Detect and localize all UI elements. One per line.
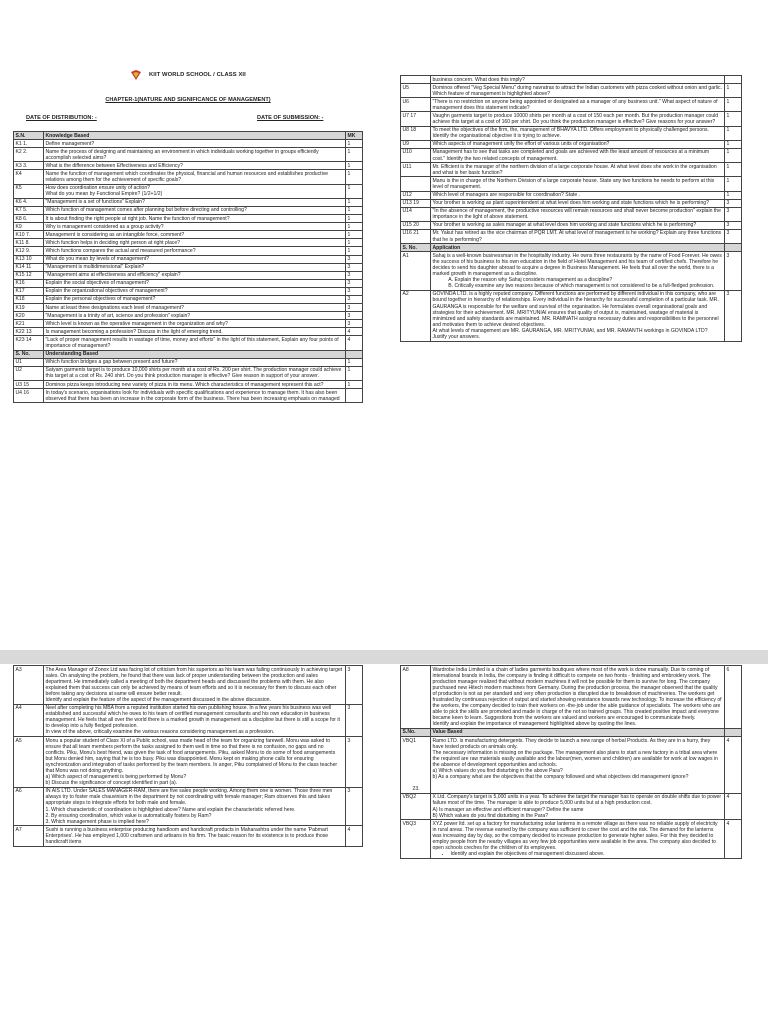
question-number: A6 (14, 787, 44, 826)
question-text: Which function of management comes after planning but before directing and controlling? (44, 206, 346, 214)
question-text: IN AIS LTD. Under SALES MANAGER-RAM, there are five sales people working. Among them one is women. Those three men always try to foster male chauvinism in the department by not coordinating with female manager; Ram observes this and takes appropriate steps to integrate efforts for both male and female. 1. Which characteristic of coordination is highlighted above? Name and explain the characteristic referred here. 2. By ensuring coordination, which value is automatically fosters by Ram? 3. Which management phase is implied here? (44, 787, 346, 826)
question-text: What do you mean by levels of management? (44, 255, 346, 263)
question-text: Wardrobe India Limited is a chain of ladies garments boutiques where most of the work is done manually. Due to coming of international brands in India, the company is finding it difficult to compete on two fronts - finishing and embroidery work. The production manager realized that without modern machines it will not be possible for them to survive for long. The company purchased new Hitech modern machines from Germany. During the production process, the manager observed that the quality of production is not as per standard and very often production is disrupted due to breakdown of machineries. The workers get frustrated by continuous rejection of output and started showing resistance towards new technology. To increase the efficiency of the workers, the company decided to train their workers on -the-job under the able guidance of specialists. The workers who are able to pick the skills are promoted and made in charge of the not so trained groups. This created positive impact and everyone became keen to learn. Suggestions from the workers are valued and workers are encouraged to communicate freely. Identify and explain the importance of management highlighted above by quoting the lines. (431, 666, 725, 729)
question-text: It is about finding the right people at right job. Name the function of management? (44, 215, 346, 223)
question-text: business concern. What does this imply? (431, 76, 725, 84)
question-number: K19 (14, 304, 44, 312)
table-row (14, 704, 363, 736)
question-number: K11 8. (14, 239, 44, 247)
table-row (14, 247, 363, 255)
question-text: "Management is a set of functions" Explain? (44, 198, 346, 206)
value-based-table (400, 665, 742, 859)
question-text: Name the function of management which coordinates the physical, financial and human resources and establishes productive relations among them for the achievement of specific goals? (44, 170, 346, 184)
question-marks: 1 (346, 231, 363, 239)
left-question-column (13, 131, 363, 403)
question-marks: 1 (725, 98, 742, 112)
question-number: U4 16 (14, 389, 44, 403)
question-number (401, 177, 431, 191)
question-text: What is the difference between Effectiveness and Efficiency? (44, 162, 346, 170)
question-marks: 3 (346, 320, 363, 328)
question-number (401, 76, 431, 84)
table-row: VBQ1 23. Ramo LTD. is manufacturing detergents. They decide to launch a new range of herbal Products. As they are in a hurry, they have tested products on animals only. The necessary information is missing on the package. The management also plans to start a new factory in a tribal area where the required are raw materials easily available and the labour(men, women and children) are available for work at low wages in the absence of development opportunities and schools. a) Which values do you find disturbing in the above Para? b) As a company what are the objectives that the company followed and what objectives did management ignore? 4 (401, 737, 742, 794)
sub-question-list (433, 277, 723, 289)
question-marks: 1 (346, 223, 363, 231)
sub-question-list (433, 851, 723, 857)
question-marks: 3 (346, 279, 363, 287)
question-text: "Management aims at effectiveness and efficiency" explain? (44, 271, 346, 279)
question-number: K5 (14, 184, 44, 198)
document-header (13, 68, 363, 138)
page-separator (0, 650, 768, 664)
question-number: U5 (401, 84, 431, 98)
table-row (14, 666, 363, 705)
question-number: U3 15 (14, 381, 44, 389)
table-row: A2 GOVINDA LTD. is a highly reputed company. Different functions are performed by different individual in this company, who are bound together in hierarchy of relationships. Every individual in the hierarchy for successful completion of a particular task. MR. GAURANGA is responsible for the welfare and survival of the organisation. He formulates overall organisational goals and strategies for their achievement. MR. MRITYUNIAI ensures that quality of output is, maintained, wastage of material is minimized and safety standards are maintained. MR. RAMNATH assigns necessary duties and responsibilities to the personnel and motivates them to achieve desired objectives. At what levels of management are MR. GAURANGA, MR. MRITYUNIAI, and MR. RAMANTH workings in GOVINDA LTD? Justify your answers. 3 (401, 290, 742, 341)
question-number: K6 4. (14, 198, 44, 206)
application-table-continued (13, 665, 363, 847)
question-text: GOVINDA LTD. is a highly reputed company. Different functions are performed by different individual in this company, who are bound together in hierarchy of relationships. Every individual in the hierarchy for successful completion of a particular task. MR. GAURANGA is responsible for the welfare and survival of the organisation. He formulates overall organisational goals and strategies for their achievement. MR. MRITYUNIAI ensures that quality of output is, maintained, wastage of material is minimized and safety standards are maintained. MR. RAMNATH assigns necessary duties and responsibilities to the personnel and motivates them to achieve desired objectives. At what levels of management are MR. GAURANGA, MR. MRITYUNIAI, and MR. RAMANTH workings in GOVINDA LTD? Justify your answers. (431, 290, 725, 341)
question-text: "Lack of proper management results in wastage of time, money and efforts" in the light of this statement, Explain any four points of importance of management? (44, 336, 346, 350)
question-marks: 1 (346, 206, 363, 214)
question-text: Name the process of designing and maintaining an environment in which individuals working together in groups efficiently accomplish selected aims? (44, 148, 346, 162)
question-number: K21 (14, 320, 44, 328)
question-marks: 1 (346, 170, 363, 184)
table-row (14, 389, 363, 403)
table-row (14, 148, 363, 162)
question-text: To meet the objectives of the firm, the, management of BHAVYA LTD. Offers employment to physically challenged persons. Identify the organisational objective it is trying to achieve. (431, 126, 725, 140)
table-row (14, 366, 363, 380)
question-text: Monu a popular student of Class XI of a Public school, was made head of the team for organizing farewell. Monu was asked to ensure that all team members perform the tasks assigned to them well in time so that there is no confusion, no gaps and no conflicts. Piku, Monu's best friend, was given the task of food arrangements. Piku, asked Monu to do some of food arrangements but Monu denied him, saying that he is too busy. Piku was disappointed. Monu kept on making phone calls for ensuring synchronization and integration of tasks performed by the team members. In anger, Piku complained of Monu to the class teacher that Monu was not doing anything. a) Which aspect of management is being performed by Monu? b) Discuss the significance of concept identified in part (a). (44, 737, 346, 788)
question-text: Sahaj is a well-known businessman in the hospitality industry. He owns three restaurants by the name of Food Forever. He owes the success of his business to his own education in the field of Hotel Management and his team of certified chefs. Therefore he decides to send his daughter abroad to acquire a degree in Business Management. He feels that all over the world, there is a marked growth in management as a discipline. (432, 252, 722, 278)
table-row (14, 223, 363, 231)
question-text: The Area Manager of Zonox Ltd was facing lot of criticism from his superiors as his team was failing continuously in achieving target sales. On analysing the problem, he found that there was lack of proper understanding between the production and sales department. He immediately called a meeting of both the department heads and discussed the problems with them. He also explained them that success can only be achieved by means of team efforts and so it is necessary for them to discuss each other before taking any decisions at same will ensure better result. Identify and explain the feature of the aspect of the management discussed in the above discussion. (44, 666, 346, 705)
table-row: VBQ3 XYZ power ltd. set up a factory for manufacturing solar lanterns in a remote village as there was no reliable supply of electricity in rural areas. The revenue earned by the company was sufficient to cover the cost and the risk. The demand for the lanterns was increasing day by day, so the company decided to increase production to generate higher sales. For this they decided to employ people from the nearby villages as very few job opportunities were available in the area. The company also decided to open schools creches for the children of its employees. • Identify and explain the objectives of management discussed above. 4 (401, 820, 742, 859)
table-row (14, 170, 363, 184)
question-text: "There is no restriction on anyone being appointed or designated as a manager of any business unit." What aspect of nature of management does this statement indicate? (431, 98, 725, 112)
question-text: Manu is the in charge of the Northern Division of a large corporate house. State any two functions he needs to perform at this level of management. (431, 177, 725, 191)
right-question-column (400, 75, 742, 342)
question-marks: 1 (346, 366, 363, 380)
question-number: U15 20 (401, 221, 431, 229)
question-text: Which level of managers are responsible for coordination? State . (431, 191, 725, 199)
table-row (14, 206, 363, 214)
question-number: A7 (14, 826, 44, 846)
question-text: "Management is a trinity of art, science and profession" explain? (44, 312, 346, 320)
table-row (14, 312, 363, 320)
table-row (14, 184, 363, 198)
question-text: Dominos pizza keeps introducing new variety of pizza in its menu. Which characteristics of management represent this act? (44, 381, 346, 389)
table-row: A1 Sahaj is a well-known businessman in the hospitality industry. He owns three restaurants by the name of Food Forever. He owes the success of his business to his own education in the field of Hotel Management and his team of certified chefs. Therefore he decides to send his daughter abroad to acquire a degree in Business Management. He feels that all over the world, there is a marked growth in management as a discipline. A. Explain the reason why Sahaj considers management as a discipline? B. Critically examine any two reasons because of which management is not considered to be a full-fledged profession. 3 (401, 252, 742, 291)
list-item: B. Critically examine any two reasons because of which management is not considered to be a full-fledged profession. (455, 283, 723, 289)
table-row (14, 320, 363, 328)
question-marks: 3 (346, 287, 363, 295)
question-marks: 1 (725, 140, 742, 148)
table-row (14, 336, 363, 350)
question-marks (346, 389, 363, 403)
question-marks (725, 76, 742, 84)
question-number: A3 (14, 666, 44, 705)
question-marks: 1 (346, 184, 363, 198)
question-marks: 1 (346, 215, 363, 223)
question-text: Management has to see that tasks are completed and goals are achieved with the least amount of resources at a minimum cost." Identify the two related concepts of management. (431, 148, 725, 162)
table-row (14, 239, 363, 247)
question-number: U14 (401, 207, 431, 221)
question-text: "Management is multidimensional" Explain? (44, 263, 346, 271)
question-marks: 1 (725, 163, 742, 177)
table-row (14, 295, 363, 303)
question-number: U9 (401, 140, 431, 148)
question-marks: 3 (346, 737, 363, 788)
question-marks: 3 (725, 229, 742, 243)
chapter-title: CHAPTER-1(NATURE AND SIGNIFICANCE OF MANAGEMENT) (105, 97, 271, 103)
question-marks: 3 (346, 704, 363, 736)
question-marks: 3 (346, 304, 363, 312)
question-marks: 1 (346, 247, 363, 255)
question-number: K2 2. (14, 148, 44, 162)
question-marks: 3 (725, 221, 742, 229)
table-row (14, 304, 363, 312)
question-marks: 1 (725, 84, 742, 98)
question-marks: 1 (346, 198, 363, 206)
question-marks: 4 (346, 336, 363, 350)
bottom-left-column (13, 665, 363, 847)
table-row (401, 199, 742, 207)
question-text: Define management? (44, 140, 346, 148)
question-marks: 1 (725, 112, 742, 126)
question-marks: 3 (346, 312, 363, 320)
table-row (14, 737, 363, 788)
question-marks: 1 (346, 358, 363, 366)
question-text: Mr. Yakut has retired as the vice chairman of PQR LMT. At what level of management is he working? Explain any three functions that he is performing? (431, 229, 725, 243)
question-text: Sushi is running a business enterprise producing handloom and handicraft products in Maharashtra under the name 'Pabmart Enterprises'. He has employed 1,000 craftsmen and artisans in his firm. The basic reason for its existence is to produce those handicraft items (44, 826, 346, 846)
table-row (14, 381, 363, 389)
table-row (401, 221, 742, 229)
question-marks: 3 (346, 263, 363, 271)
question-text: Mr. Efficient is the manager of the northern division of a large corporate house. At what level does she work in the organisation and what is her basic function? (431, 163, 725, 177)
table-row (401, 148, 742, 162)
question-text: Vaughn garments target to produce 10000 shirts per month at a cost of 150 each per month. But the production manager could achieve this target at a cost of 160 per shirt. Do you think the production manager is effective? Give reasons for your answer? (431, 112, 725, 126)
question-number: K10 7. (14, 231, 44, 239)
list-item: • Identify and explain the objectives of management discussed above. (451, 851, 723, 857)
question-number: U16 21 (401, 229, 431, 243)
question-marks: 3 (346, 666, 363, 705)
question-text: Satyam garments target is to produce 10,000 shirts per month at a cost of Rs. 200 per shirt. The production manager could achieve this target at a cost of Rs. 240 shirt. Do you think production manager is effective? Give reason in support of your answer. (44, 366, 346, 380)
application-header-row: S. No. Application (401, 244, 742, 252)
question-number: U10 (401, 148, 431, 162)
question-number: U7 17 (401, 112, 431, 126)
table-row (14, 279, 363, 287)
table-row (401, 112, 742, 126)
understanding-header-row: S. No. Understanding Based (14, 350, 363, 358)
question-text: Explain the social objectives of management? (44, 279, 346, 287)
table-row (401, 191, 742, 199)
question-text: Neel after completing his MBA from a reputed institution started his own publishing house. In a few years his business was well established and successful which he owes to his team of certified management consultants and his own education in business management. He feels that all over the world there is a marked growth in management as a discipline but there is still a scope for it to develop into a fully fledged profession. In view of the above, critically examine the various reasons considering management as a profession. (44, 704, 346, 736)
table-row (14, 271, 363, 279)
question-marks: 1 (346, 239, 363, 247)
question-marks: 3 (346, 787, 363, 826)
knowledge-table (13, 131, 363, 403)
question-number: K15 12 (14, 271, 44, 279)
table-row (14, 215, 363, 223)
question-number: K16 (14, 279, 44, 287)
question-marks: 1 (725, 148, 742, 162)
table-row (14, 231, 363, 239)
table-row (14, 826, 363, 846)
question-text: Name at least three designations each level of management? (44, 304, 346, 312)
question-number: K4 (14, 170, 44, 184)
table-row (14, 255, 363, 263)
question-text: Your brother is working as sales manager at what level does him working and state functions which he is performing? (431, 221, 725, 229)
question-text: Ramo LTD. is manufacturing detergents. They decide to launch a new range of herbal Products. As they are in a hurry, they have tested products on animals only. The necessary information is missing on the package. The management also plans to start a new factory in a tribal area where the required are raw materials easily available and the labour(men, women and children) are available for work at low wages in the absence of development opportunities and schools. a) Which values do you find disturbing in the above Para? (432, 737, 718, 774)
question-marks: 3 (346, 255, 363, 263)
table-row (14, 287, 363, 295)
question-number: U13 19 (401, 199, 431, 207)
question-marks: 3 (725, 199, 742, 207)
table-row (14, 162, 363, 170)
table-row (14, 263, 363, 271)
question-marks: 1 (725, 191, 742, 199)
question-marks: 1 (346, 148, 363, 162)
table-row (401, 163, 742, 177)
question-text: Which function bridges a gap between present and future? (44, 358, 346, 366)
question-text: Your brother is working as plant superintendent at what level does him working and state functions which he is performing? (431, 199, 725, 207)
table-row (401, 84, 742, 98)
table-row (14, 787, 363, 826)
table-row (401, 229, 742, 243)
question-text: In today's scenario, organisations look for individuals with specific qualifications and experience to manage them. It has also been observed that there has been an increase in the corporate form of the business. There has been increasing emphasis on managed (44, 389, 346, 403)
question-number: K20 (14, 312, 44, 320)
table-row (401, 126, 742, 140)
question-number: U2 (14, 366, 44, 380)
list-item: A. Explain the reason why Sahaj considers management as a discipline? (455, 277, 723, 283)
table-row (401, 76, 742, 84)
question-marks: 1 (725, 177, 742, 191)
question-marks: 3 (346, 295, 363, 303)
question-text: Dominos offered "Veg Special Menu" during navratras to attract the Indian customers with pizza cooked without onion and garlic. Which feature of management is highlighted above? (431, 84, 725, 98)
question-text: Which functions compares the actual and measured performance? (44, 247, 346, 255)
question-number: K9 (14, 223, 44, 231)
question-text: Which function helps in deciding right person at right place? (44, 239, 346, 247)
date-of-distribution-label: DATE OF DISTRIBUTION: - (26, 115, 97, 121)
question-text: Is management becoming a profession? Discuss in the light of emerging trend. (44, 328, 346, 336)
question-text: Explain the organizational objectives of management? (44, 287, 346, 295)
knowledge-header-row: S.N. Knowledge Based MK (14, 132, 363, 140)
value-header-row: S.No. Value Based (401, 728, 742, 736)
question-number: U8 18 (401, 126, 431, 140)
page-2 (0, 664, 768, 1024)
question-number: K22 13 (14, 328, 44, 336)
table-row (401, 207, 742, 221)
question-text: Which aspects of management unify the effort of various units of organisation? (431, 140, 725, 148)
question-number: K8 6. (14, 215, 44, 223)
bottom-right-column (400, 665, 742, 859)
question-text: b) As a company what are the objectives that the company followed and what objectives did management ignore? (432, 774, 689, 781)
table-row: VBQ2 X Ltd. Company's target is 5,000 units in a year. To achieve the target the manager has to operate on double shifts due to power failure most of the time. The manager is able to produce 5,000 units but at a high production cost. A) Is manager an effective and efficient manager? Define the same B) Which values do you find disturbing in the Para? 4 (401, 793, 742, 819)
question-number: K17 (14, 287, 44, 295)
question-marks: 4 (346, 826, 363, 846)
date-of-submission-label: DATE OF SUBMISSION: - (257, 115, 324, 121)
table-row (14, 198, 363, 206)
question-number: K13 10 (14, 255, 44, 263)
question-number: U11 (401, 163, 431, 177)
question-number: K23 14 (14, 336, 44, 350)
question-text: Which level is known as the operative management in the organization and why? (44, 320, 346, 328)
right-question-table (400, 75, 742, 342)
question-number: A4 (14, 704, 44, 736)
question-number: K18 (14, 295, 44, 303)
question-number: U1 (14, 358, 44, 366)
table-row (14, 358, 363, 366)
question-text: X Ltd. Company's target is 5,000 units in a year. To achieve the target the manager has to operate on double shifts due to power failure most of the time. The manager is able to produce 5,000 units but at a high production cost. A) Is manager an effective and efficient manager? Define the same B) Which values do you find disturbing in the Para? (431, 793, 725, 819)
question-marks: 4 (346, 328, 363, 336)
school-name: KIIT WORLD SCHOOL / CLASS XII (149, 72, 246, 78)
question-text: Management is considering as an intangible force, comment? (44, 231, 346, 239)
question-number: K1 1. (14, 140, 44, 148)
question-number: K12 9. (14, 247, 44, 255)
question-number: K14 11 (14, 263, 44, 271)
question-marks: 1 (346, 162, 363, 170)
question-number: U12 (401, 191, 431, 199)
question-marks: 3 (346, 271, 363, 279)
table-row (14, 328, 363, 336)
question-number: A5 (14, 737, 44, 788)
question-marks: 3 (725, 207, 742, 221)
table-row (401, 177, 742, 191)
table-row (14, 140, 363, 148)
question-number: K3 3. (14, 162, 44, 170)
question-marks: 1 (725, 126, 742, 140)
question-number: U6 (401, 98, 431, 112)
question-text: XYZ power ltd. set up a factory for manufacturing solar lanterns in a remote village as there was no reliable supply of electricity in rural areas. The revenue earned by the company was sufficient to cover the cost and the risk. The demand for the lanterns was increasing day by day, so the company decided to increase production to generate higher sales. For this they decided to employ people from the nearby villages as very few job opportunities were available in the area. The company also decided to open schools creches for the children of its employees. (432, 820, 718, 852)
question-number: K7 5. (14, 206, 44, 214)
table-row: A8 Wardrobe India Limited is a chain of ladies garments boutiques where most of the work is done manually. Due to coming of international brands in India, the company is finding it difficult to compete on two fronts - finishing and embroidery work. The production manager realized that without modern machines it will not be possible for them to survive for long. The company purchased new Hitech modern machines from Germany. During the production process, the manager observed that the quality of production is not as per standard and very often production is disrupted due to breakdown of machineries. The workers get frustrated by continuous rejection of output and started showing resistance towards new technology. To increase the efficiency of the workers, the company decided to train their workers on -the-job under the able guidance of specialists. The workers who are able to pick the skills are promoted and made in charge of the not so trained groups. This created positive impact and everyone became keen to learn. Suggestions from the workers are valued and workers are encouraged to communicate freely. Identify and explain the importance of management highlighted above by quoting the lines. 6 (401, 666, 742, 729)
question-marks: 1 (346, 140, 363, 148)
table-row (401, 98, 742, 112)
question-marks: 1 (346, 381, 363, 389)
question-text: Why is management considered as a group activity? (44, 223, 346, 231)
table-row (401, 140, 742, 148)
question-text: Explain the personal objectives of management? (44, 295, 346, 303)
question-text: How does coordination ensure unity of action? What do you mean by Functional Empire? (1/2+1/2) (44, 184, 346, 198)
school-logo-icon (130, 69, 142, 81)
question-text: "In the absence of management, the productive resources will remain resources and shall never become production" explain the importance in the light of above statement. (431, 207, 725, 221)
